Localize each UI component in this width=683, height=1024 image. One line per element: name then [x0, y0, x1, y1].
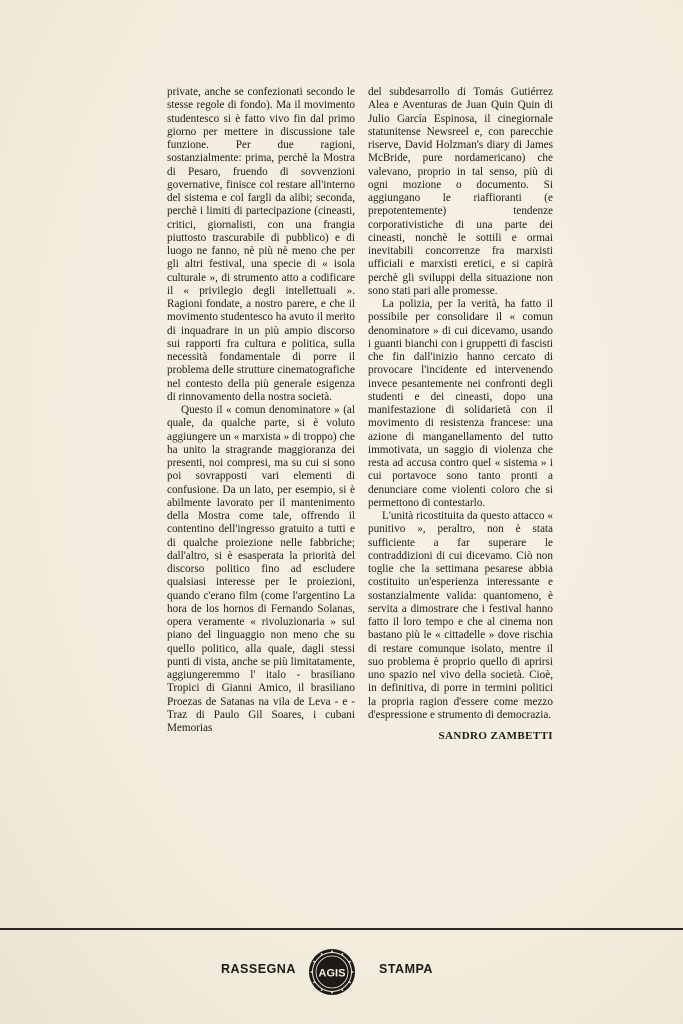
footer-stampa-label: STAMPA: [379, 962, 433, 976]
page-footer: [0, 945, 683, 997]
seal-text: AGIS: [318, 967, 346, 980]
left-paragraph-2: Questo il « comun denominatore » (al quale, da qualche parte, si è voluto aggiungere un « marxista » di troppo) che ha unito la stragrande maggioranza dei presenti, noi compresi, ma su cui si sono poi sovrapposti vari elementi di confusione. Da un lato, per esempio, si è abilmente lavorato per il mantenimento della Mostra come tale, offrendo il contentino dell'ingresso gratuito a tutti e di qualche proiezione nelle fabbriche; dall'altro, si è esasperata la priorità del discorso politico fino ad escludere qualsiasi interesse per le proiezioni, quando c'erano film (come l'argentino La hora de los hornos di Fernando Solanas, opera veramente « rivoluzionaria » sul piano del linguaggio non meno che su quello politico, alla quale, dagli stessi punti di vista, anche se più limitatamente, aggiungeremmo l' italo - brasiliano Tropici di Gianni Amico, il brasiliano Proezas de Satanas na vila de Leva - e - Traz di Paulo Gil Soares, i cubani Memorias: [167, 404, 355, 734]
right-paragraph-2: La polizia, per la verità, ha fatto il possibile per consolidare il « comun denominatore » di cui dicevamo, usando i guanti bianchi con i gruppetti di fascisti che fin dall'inizio hanno cercato di provocare l'incidente ed intervenendo invece pesantemente nei confronti degli studenti e dei cineasti, dopo una manifestazione di solidarietà con il movimento di resistenza francese: una azione di manganellamento del tutto immotivata, un saggio di violenza che resta ad accusa contro quel « sistema » i cui portavoce sono tanto pronti a denunciare come violenti coloro che si permettono di contestarlo.: [368, 298, 553, 509]
left-paragraph-1: private, anche se confezionati secondo le stesse regole di fondo). Ma il movimento studentesco si è fatto vivo fin dal primo giorno per mettere in discussione tale funzione. Per due ragioni, sostanzialmente: prima, perchè la Mostra di Pesaro, fruendo di sovvenzioni governative, finisce col restare all'interno del sistema e col fargli da alibi; seconda, perchè i limiti di partecipazione (cineasti, critici, giornalisti, con una frangia piuttosto trascurabile di pubblico) e di luogo ne fanno, nè più nè meno che per gli altri festival, una specie di « isola culturale », di strumento atto a codificare il « privilegio degli intellettuali ». Ragioni fondate, a nostro parere, e che il movimento studentesco ha avuto il merito di inquadrare in un più ampio discorso sui rapporti fra cultura e politica, sulla necessità fondamentale di porre il problema delle strutture cinematografiche nel contesto della più generale esigenza di rinnovamento della nostra società.: [167, 86, 355, 403]
right-paragraph-1: del subdesarrollo di Tomás Gutiérrez Alea e Aventuras de Juan Quin Quin di Julio García Espinosa, il cinegiornale statunitense Newsreel e, con parecchie riserve, David Holzman's diary di James McBride, pure nordamericano) che valevano, proprio in tal senso, più di ogni mozione o documento. Si aggiungano le riaffioranti (e prepotentemente) tendenze corporativistiche di una parte dei cineasti, nonchè le sottili e ormai inevitabili concorrenze fra marxisti ufficiali e marxisti eretici, e si capirà perchè gli sviluppi della situazione non sono stati pari alle promesse.: [368, 86, 553, 297]
right-paragraph-3: L'unità ricostituita da questo attacco « punitivo », peraltro, non è stata sufficiente a far superare le contraddizioni di cui dicevamo. Ciò non toglie che la settimana pesarese abbia costituito un'esperienza interessante e sostanzialmente valida: quantomeno, è servita a dimostrare che i festival hanno fatto il loro tempo e che al cinema non bastano più le « cittadelle » dove rischia di restare comunque isolato, mentre il suo problema è proprio quello di aprirsi uno spazio nel vivo della società. Cioè, in definitiva, di porre in termini politici la propria ragion d'essere come mezzo d'espressione e strumento di democrazia.: [368, 510, 553, 721]
article-right-column: [368, 86, 553, 743]
footer-rassegna-label: RASSEGNA: [221, 962, 296, 976]
author-signature: SANDRO ZAMBETTI: [438, 730, 553, 742]
agis-seal-icon: [308, 948, 356, 996]
footer-divider: [0, 928, 683, 930]
article-left-column: [167, 86, 355, 735]
